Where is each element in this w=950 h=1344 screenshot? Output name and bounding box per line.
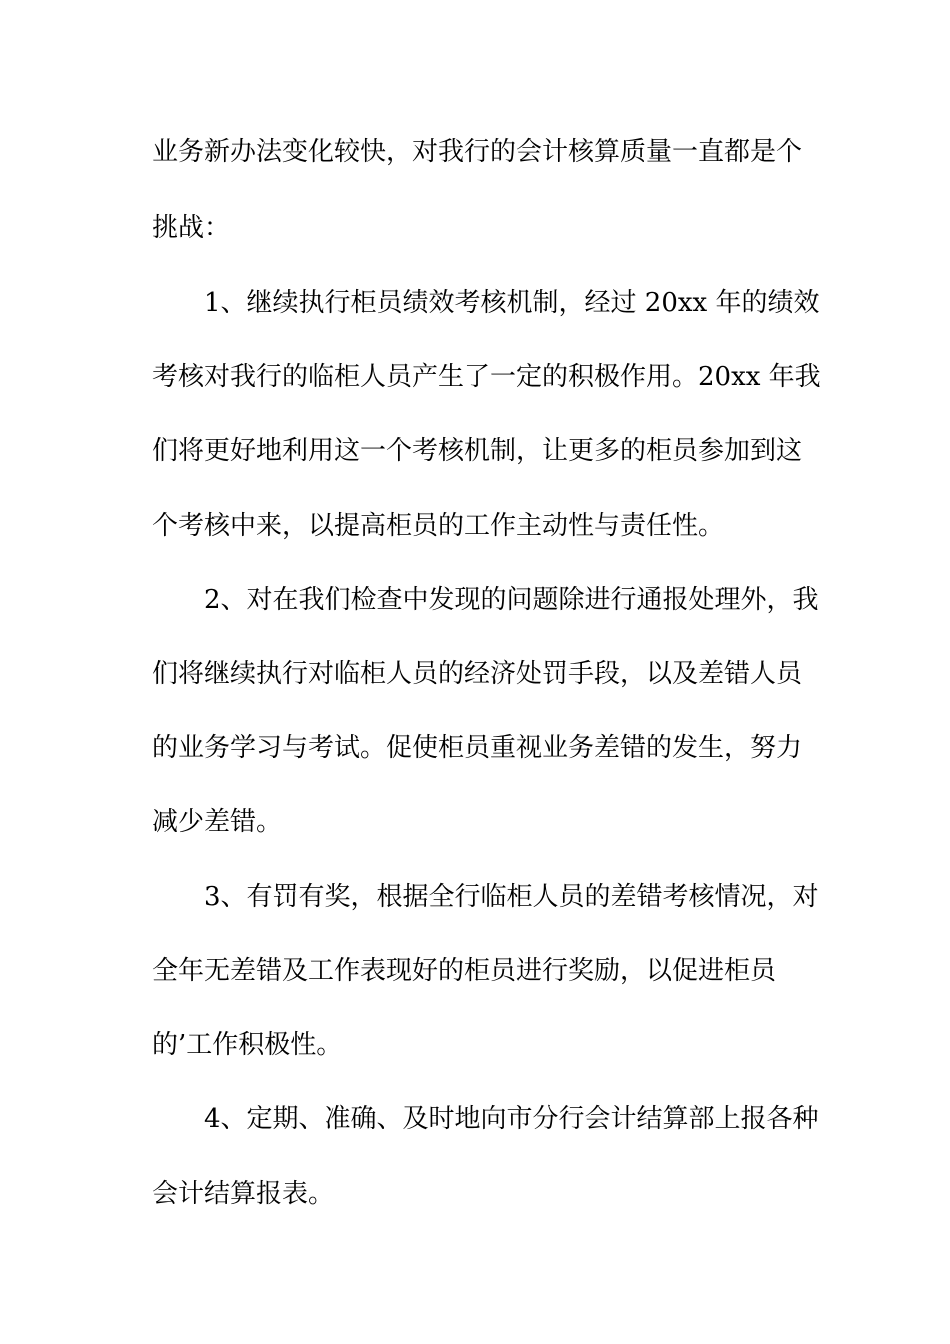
paragraph-2-line-2: 的业务学习与考试。促使柜员重视业务差错的发生，努力	[152, 733, 803, 763]
paragraph-3-line-1: 全年无差错及工作表现好的柜员进行奖励，以促进柜员	[152, 956, 777, 986]
paragraph-4-line-0: 4、定期、准确、及时地向市分行会计结算部上报各种	[204, 1104, 819, 1134]
paragraph-1-line-0: 1、继续执行柜员绩效考核机制，经过 20xx 年的绩效	[204, 288, 820, 318]
paragraph-3-line-2: 的’工作积极性。	[152, 1030, 343, 1060]
paragraph-4-line-1: 会计结算报表。	[152, 1179, 335, 1209]
paragraph-2-line-0: 2、对在我们检查中发现的问题除进行通报处理外，我	[204, 585, 819, 615]
paragraph-0-line-0: 业务新办法变化较快，对我行的会计核算质量一直都是个	[152, 137, 803, 167]
paragraph-0-line-1: 挑战：	[152, 213, 231, 243]
paragraph-3-line-0: 3、有罚有奖，根据全行临柜人员的差错考核情况，对	[204, 882, 819, 912]
paragraph-1-line-1: 考核对我行的临柜人员产生了一定的积极作用。20xx 年我	[152, 362, 821, 392]
paragraph-1-line-2: 们将更好地利用这一个考核机制，让更多的柜员参加到这	[152, 436, 803, 466]
paragraph-2-line-1: 们将继续执行对临柜人员的经济处罚手段，以及差错人员	[152, 659, 803, 689]
paragraph-1-line-3: 个考核中来，以提高柜员的工作主动性与责任性。	[152, 511, 725, 541]
paragraph-2-line-3: 减少差错。	[152, 807, 283, 837]
